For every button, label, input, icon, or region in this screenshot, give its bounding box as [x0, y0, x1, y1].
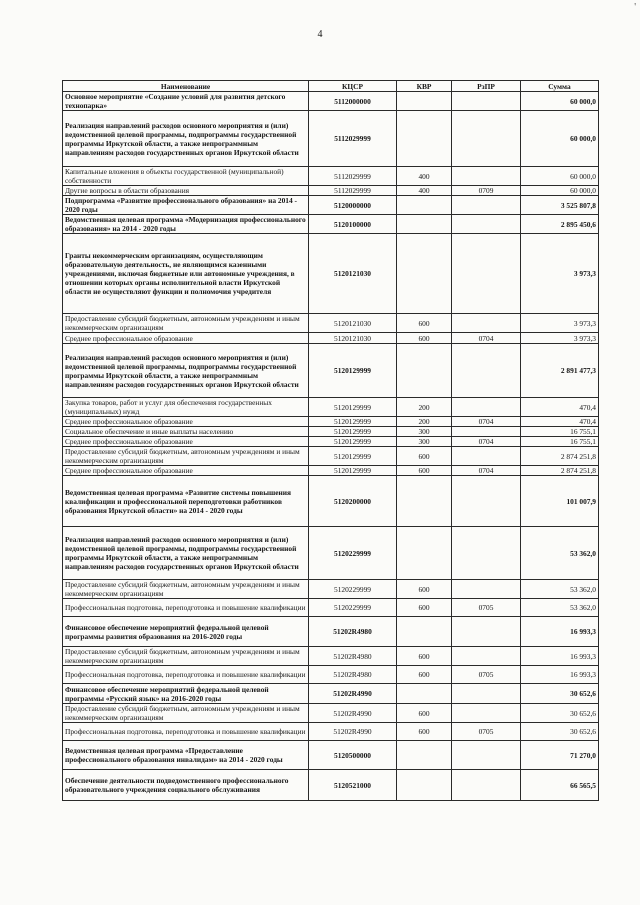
rzpr-cell [452, 580, 521, 599]
name-cell: Предоставление субсидий бюджетным, автономным учреждениям и иным некоммерческим организациям [63, 704, 309, 723]
table-row [63, 314, 599, 333]
sum-cell: 3 973,3 [521, 234, 599, 314]
name-cell: Другие вопросы в области образования [63, 186, 309, 196]
code-cell: 5112029999 [309, 111, 397, 167]
name-cell: Подпрограмма «Развитие профессионального образования» на 2014 - 2020 годы [63, 196, 309, 215]
header-name: Наименование [63, 81, 309, 92]
code-cell: 5120200000 [309, 476, 397, 527]
name-cell: Закупка товаров, работ и услуг для обеспечения государственных (муниципальных) нужд [63, 398, 309, 417]
rzpr-cell [452, 704, 521, 723]
table-body [63, 92, 599, 801]
header-kvr: КВР [397, 81, 452, 92]
sum-cell: 470,4 [521, 417, 599, 427]
sum-cell: 470,4 [521, 398, 599, 417]
rzpr-cell [452, 111, 521, 167]
rzpr-cell: 0704 [452, 333, 521, 344]
table-row [63, 427, 599, 437]
header-rzpr: РзПР [452, 81, 521, 92]
code-cell: 5120129999 [309, 427, 397, 437]
table-row [63, 417, 599, 427]
kvr-cell: 300 [397, 427, 452, 437]
code-cell: 5120121030 [309, 333, 397, 344]
kvr-cell [397, 617, 452, 647]
sum-cell: 30 652,6 [521, 684, 599, 704]
code-cell: 5112029999 [309, 167, 397, 186]
code-cell: 5120521000 [309, 770, 397, 801]
sum-cell: 3 525 807,8 [521, 196, 599, 215]
rzpr-cell [452, 527, 521, 580]
kvr-cell: 600 [397, 666, 452, 684]
sum-cell: 60 000,0 [521, 111, 599, 167]
kvr-cell: 600 [397, 447, 452, 466]
sum-cell: 3 973,3 [521, 333, 599, 344]
code-cell: 5120229999 [309, 527, 397, 580]
sum-cell: 60 000,0 [521, 92, 599, 111]
table-row [63, 333, 599, 344]
sum-cell: 16 755,1 [521, 437, 599, 447]
name-cell: Реализация направлений расходов основного мероприятия и (или) ведомственной целевой программы, подпрограммы государственной программы Иркутской области, а также непрограммным направлениям расходов государственных органов Иркутской области [63, 344, 309, 398]
sum-cell: 16 993,3 [521, 647, 599, 666]
table-row [63, 599, 599, 617]
kvr-cell [397, 111, 452, 167]
sum-cell: 66 565,5 [521, 770, 599, 801]
name-cell: Обеспечение деятельности подведомственного профессионального образовательного учреждения социального обслуживания [63, 770, 309, 801]
rzpr-cell [452, 427, 521, 437]
code-cell: 5120500000 [309, 741, 397, 770]
code-cell: 5120129999 [309, 447, 397, 466]
code-cell: 5120129999 [309, 437, 397, 447]
name-cell: Профессиональная подготовка, переподготовка и повышение квалификации [63, 599, 309, 617]
kvr-cell: 600 [397, 647, 452, 666]
rzpr-cell: 0704 [452, 466, 521, 476]
rzpr-cell [452, 741, 521, 770]
rzpr-cell: 0705 [452, 666, 521, 684]
kvr-cell: 600 [397, 599, 452, 617]
code-cell: 5112000000 [309, 92, 397, 111]
table-row [63, 684, 599, 704]
kvr-cell [397, 215, 452, 234]
table-row [63, 741, 599, 770]
code-cell: 51202R4990 [309, 684, 397, 704]
table-row [63, 527, 599, 580]
name-cell: Профессиональная подготовка, переподготовка и повышение квалификации [63, 723, 309, 741]
table-row [63, 186, 599, 196]
rzpr-cell: 0705 [452, 599, 521, 617]
rzpr-cell [452, 167, 521, 186]
rzpr-cell [452, 314, 521, 333]
rzpr-cell: 0705 [452, 723, 521, 741]
table-row [63, 344, 599, 398]
code-cell: 5120100000 [309, 215, 397, 234]
sum-cell: 2 874 251,8 [521, 447, 599, 466]
table-row [63, 398, 599, 417]
rzpr-cell [452, 344, 521, 398]
sum-cell: 53 362,0 [521, 599, 599, 617]
kvr-cell: 600 [397, 580, 452, 599]
sum-cell: 2 891 477,3 [521, 344, 599, 398]
rzpr-cell [452, 234, 521, 314]
rzpr-cell [452, 215, 521, 234]
sum-cell: 53 362,0 [521, 580, 599, 599]
kvr-cell: 600 [397, 704, 452, 723]
name-cell: Ведомственная целевая программа «Модернизация профессионального образования» на 2014 - 2020 годы [63, 215, 309, 234]
table-header-row [63, 81, 599, 92]
kvr-cell [397, 770, 452, 801]
sum-cell: 16 755,1 [521, 427, 599, 437]
kvr-cell [397, 476, 452, 527]
kvr-cell [397, 527, 452, 580]
code-cell: 51202R4990 [309, 723, 397, 741]
kvr-cell: 400 [397, 186, 452, 196]
code-cell: 5112029999 [309, 186, 397, 196]
kvr-cell: 200 [397, 417, 452, 427]
rzpr-cell [452, 196, 521, 215]
name-cell: Предоставление субсидий бюджетным, автономным учреждениям и иным некоммерческим организациям [63, 314, 309, 333]
name-cell: Ведомственная целевая программа «Предоставление профессионального образования инвалидам» на 2014 - 2020 годы [63, 741, 309, 770]
table-row [63, 111, 599, 167]
table-row [63, 234, 599, 314]
sum-cell: 53 362,0 [521, 527, 599, 580]
rzpr-cell [452, 92, 521, 111]
code-cell: 5120121030 [309, 234, 397, 314]
name-cell: Среднее профессиональное образование [63, 437, 309, 447]
kvr-cell: 300 [397, 437, 452, 447]
header-sum: Сумма [521, 81, 599, 92]
sum-cell: 3 973,3 [521, 314, 599, 333]
name-cell: Предоставление субсидий бюджетным, автономным учреждениям и иным некоммерческим организациям [63, 447, 309, 466]
table-row [63, 196, 599, 215]
name-cell: Профессиональная подготовка, переподготовка и повышение квалификации [63, 666, 309, 684]
name-cell: Предоставление субсидий бюджетным, автономным учреждениям и иным некоммерческим организациям [63, 647, 309, 666]
table-row [63, 647, 599, 666]
sum-cell: 60 000,0 [521, 167, 599, 186]
kvr-cell: 600 [397, 333, 452, 344]
code-cell: 51202R4990 [309, 704, 397, 723]
sum-cell: 2 874 251,8 [521, 466, 599, 476]
page-number: 4 [317, 29, 323, 40]
kvr-cell: 600 [397, 314, 452, 333]
corner-mark: ' [634, 2, 636, 13]
table-row [63, 617, 599, 647]
name-cell: Основное мероприятие «Создание условий для развития детского технопарка» [63, 92, 309, 111]
table-row [63, 92, 599, 111]
rzpr-cell [452, 770, 521, 801]
sum-cell: 30 652,6 [521, 723, 599, 741]
code-cell: 5120129999 [309, 344, 397, 398]
table-row [63, 704, 599, 723]
code-cell: 5120229999 [309, 599, 397, 617]
code-cell: 51202R4980 [309, 617, 397, 647]
code-cell: 51202R4980 [309, 666, 397, 684]
rzpr-cell [452, 398, 521, 417]
code-cell: 5120129999 [309, 466, 397, 476]
rzpr-cell [452, 647, 521, 666]
name-cell: Социальное обеспечение и иные выплаты населению [63, 427, 309, 437]
header-code: КЦСР [309, 81, 397, 92]
sum-cell: 71 270,0 [521, 741, 599, 770]
rzpr-cell: 0709 [452, 186, 521, 196]
sum-cell: 101 007,9 [521, 476, 599, 527]
kvr-cell: 400 [397, 167, 452, 186]
table-row [63, 466, 599, 476]
kvr-cell: 200 [397, 398, 452, 417]
code-cell: 5120129999 [309, 417, 397, 427]
code-cell: 51202R4980 [309, 647, 397, 666]
kvr-cell: 600 [397, 466, 452, 476]
table-row [63, 580, 599, 599]
name-cell: Ведомственная целевая программа «Развитие системы повышения квалификации и профессиональной переподготовки работников образования Иркутской области» на 2014 - 2020 годы [63, 476, 309, 527]
code-cell: 5120000000 [309, 196, 397, 215]
table-row [63, 437, 599, 447]
table-row [63, 666, 599, 684]
code-cell: 5120129999 [309, 398, 397, 417]
kvr-cell [397, 234, 452, 314]
kvr-cell [397, 741, 452, 770]
name-cell: Капитальные вложения в объекты государственной (муниципальной) собственности [63, 167, 309, 186]
rzpr-cell: 0704 [452, 437, 521, 447]
name-cell: Среднее профессиональное образование [63, 466, 309, 476]
kvr-cell [397, 684, 452, 704]
rzpr-cell [452, 617, 521, 647]
name-cell: Финансовое обеспечение мероприятий федеральной целевой программы «Русский язык» на 2016-2020 годы [63, 684, 309, 704]
table-row [63, 770, 599, 801]
table-row [63, 476, 599, 527]
sum-cell: 2 895 450,6 [521, 215, 599, 234]
name-cell: Среднее профессиональное образование [63, 417, 309, 427]
kvr-cell [397, 344, 452, 398]
table-row [63, 167, 599, 186]
name-cell: Предоставление субсидий бюджетным, автономным учреждениям и иным некоммерческим организациям [63, 580, 309, 599]
rzpr-cell: 0704 [452, 417, 521, 427]
budget-table [62, 80, 599, 801]
rzpr-cell [452, 476, 521, 527]
name-cell: Реализация направлений расходов основного мероприятия и (или) ведомственной целевой программы, подпрограммы государственной программы Иркутской области, а также непрограммным направлениям расходов государственных органов Иркутской области [63, 111, 309, 167]
kvr-cell [397, 92, 452, 111]
name-cell: Гранты некоммерческим организациям, осуществляющим образовательную деятельность, не являющимся казенными учреждениями, включая бюджетные или автономные учреждения, в отношении которых органы исполнительной власти Иркутской области не осуществляют функции и полномочия учредителя [63, 234, 309, 314]
kvr-cell [397, 196, 452, 215]
kvr-cell: 600 [397, 723, 452, 741]
rzpr-cell [452, 447, 521, 466]
name-cell: Среднее профессиональное образование [63, 333, 309, 344]
code-cell: 5120229999 [309, 580, 397, 599]
code-cell: 5120121030 [309, 314, 397, 333]
sum-cell: 16 993,3 [521, 617, 599, 647]
table-row [63, 447, 599, 466]
name-cell: Реализация направлений расходов основного мероприятия и (или) ведомственной целевой программы, подпрограммы государственной программы Иркутской области, а также непрограммным направлениям расходов государственных органов Иркутской области [63, 527, 309, 580]
sum-cell: 30 652,6 [521, 704, 599, 723]
sum-cell: 60 000,0 [521, 186, 599, 196]
sum-cell: 16 993,3 [521, 666, 599, 684]
table-row [63, 723, 599, 741]
table-row [63, 215, 599, 234]
rzpr-cell [452, 684, 521, 704]
name-cell: Финансовое обеспечение мероприятий федеральной целевой программы развития образования на 2016-2020 годы [63, 617, 309, 647]
